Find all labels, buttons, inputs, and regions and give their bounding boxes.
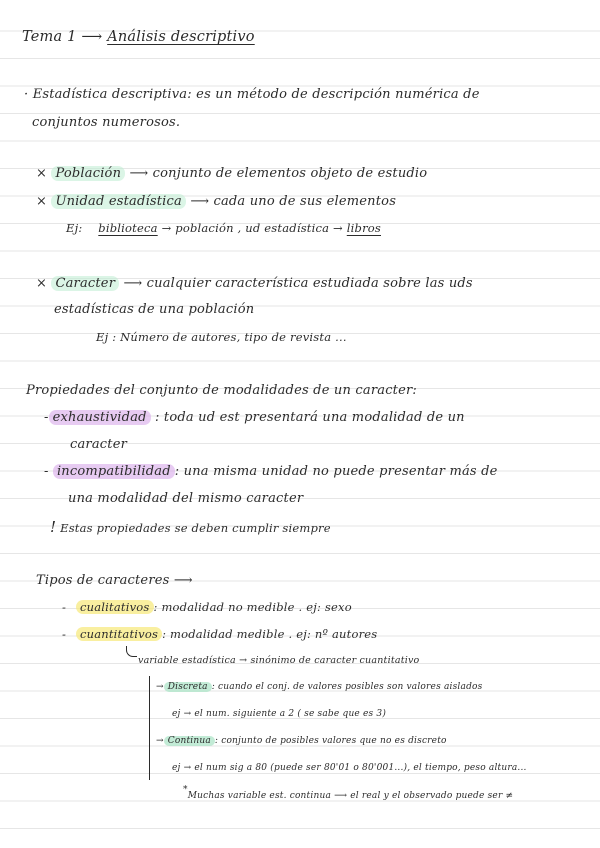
example-biblioteca (66, 223, 381, 235)
cross-mark: × (36, 194, 48, 209)
variable-estadistica-line: variable estadística → sinónimo de caracter cuantitativo (138, 655, 420, 666)
discreta-example: ej → el num. siguiente a 2 ( se sabe que es 3) (172, 709, 387, 719)
exclamation-mark: ! (50, 518, 57, 536)
definition-text: : es un método de descripción numérica de (187, 87, 480, 102)
vertical-bracket (149, 676, 150, 780)
dash-mark: - (44, 410, 49, 425)
caracter-line (36, 277, 473, 290)
cuantitativos-definition: : modalidad medible . ej: nº autores (162, 627, 378, 641)
cualitativos-line (62, 602, 352, 614)
example-term-libros: libros (346, 221, 381, 235)
title-arrow: ⟶ (81, 29, 103, 45)
definition-line-1 (24, 88, 480, 101)
unidad-line (36, 195, 396, 208)
definition-bullet: · (24, 87, 29, 102)
incompatibilidad-line (44, 465, 498, 478)
caracter-term: Caracter (51, 276, 119, 291)
dash-mark: - (44, 464, 49, 479)
incompatibilidad-line-2: una modalidad del mismo caracter (68, 491, 304, 506)
unidad-term: Unidad estadística (51, 194, 186, 209)
title-tema: Tema 1 (22, 29, 77, 45)
propiedades-heading: Propiedades del conjunto de modalidades de un caracter: (26, 383, 417, 398)
poblacion-line (36, 167, 427, 180)
continua-line (156, 737, 447, 746)
continua-term: Continua (164, 736, 215, 746)
caracter-example: Ej : Número de autores, tipo de revista ... (96, 330, 347, 344)
tipos-heading: Tipos de caracteres ⟶ (36, 573, 193, 588)
definition-line-2: conjuntos numerosos. (32, 115, 181, 130)
dash-mark: - (62, 627, 67, 641)
asterisk-mark: * (183, 785, 188, 795)
hook-arrow (126, 646, 137, 657)
propiedades-note (50, 520, 331, 535)
discreta-term: Discreta (164, 682, 212, 692)
exhaustividad-term: exhaustividad (49, 410, 151, 425)
cross-mark: × (36, 276, 48, 291)
exhaustividad-line (44, 411, 465, 424)
incompatibilidad-term: incompatibilidad (53, 464, 175, 479)
propiedades-note-text: Estas propiedades se deben cumplir siempre (60, 521, 331, 535)
exhaustividad-definition: : toda ud est presentará una modalidad de un (155, 410, 465, 425)
exhaustividad-line-2: caracter (70, 437, 128, 452)
example-term-biblioteca: biblioteca (98, 221, 158, 235)
cuantitativos-term: cuantitativos (76, 627, 162, 641)
dash-mark: - (62, 600, 67, 614)
caracter-definition: ⟶ cualquier característica estudiada sobre las uds (123, 276, 473, 291)
cuantitativos-line (62, 629, 377, 641)
title-topic: Análisis descriptivo (107, 29, 255, 45)
cross-mark: × (36, 166, 48, 181)
continua-example: ej → el num sig a 80 (puede ser 80'01 o 80'001...), el tiempo, peso altura... (172, 763, 527, 773)
arrow-mark: → (156, 682, 164, 692)
caracter-line-2: estadísticas de una población (54, 302, 255, 317)
discreta-definition: : cuando el conj. de valores posibles son valores aislados (211, 682, 483, 692)
example-prefix: Ej: (66, 221, 83, 235)
definition-term: Estadística descriptiva (32, 87, 188, 102)
continua-definition: : conjunto de posibles valores que no es discreto (214, 736, 447, 746)
nota-text: Muchas variable est. continua ⟶ el real y el observado puede ser ≠ (187, 791, 514, 801)
arrow-mark: → (156, 736, 164, 746)
incompatibilidad-definition: : una misma unidad no puede presentar más de (174, 464, 498, 479)
unidad-definition: ⟶ cada uno de sus elementos (190, 194, 397, 209)
cualitativos-term: cualitativos (76, 600, 154, 614)
cualitativos-definition: : modalidad no medible . ej: sexo (153, 600, 352, 614)
discreta-line (156, 683, 482, 692)
page-title (22, 30, 255, 45)
example-middle: → población , ud estadística → (161, 221, 343, 235)
poblacion-definition: ⟶ conjunto de elementos objeto de estudio (129, 166, 428, 181)
nota-line (183, 785, 514, 801)
poblacion-term: Población (51, 166, 125, 181)
